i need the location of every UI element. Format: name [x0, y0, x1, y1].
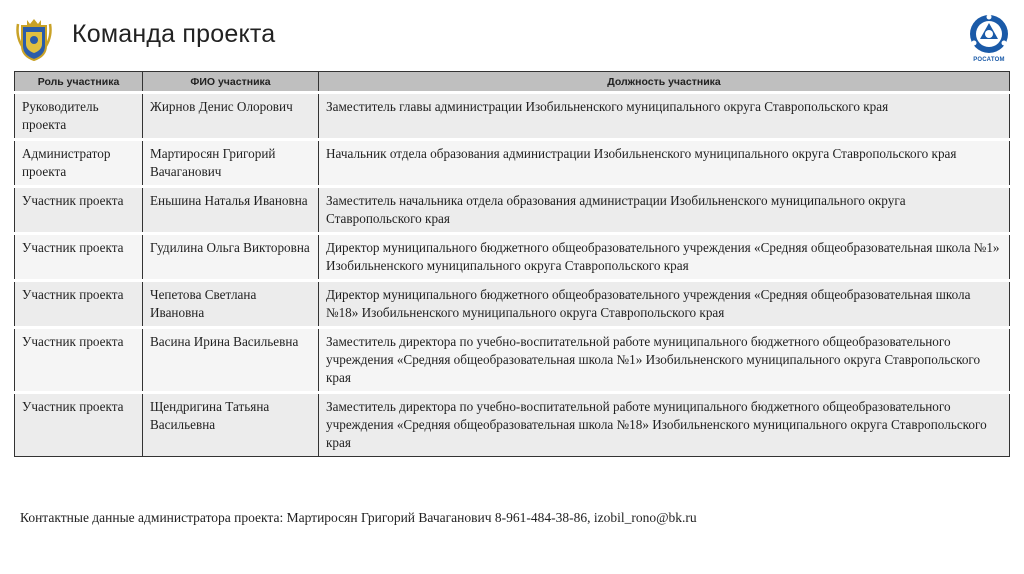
page-title: Команда проекта [72, 20, 276, 48]
cell-role: Администратор проекта [15, 140, 143, 187]
rosatom-logo [967, 14, 1011, 64]
cell-role: Участник проекта [15, 234, 143, 281]
cell-position: Начальник отдела образования администрации Изобильненского муниципального округа Ставропольского края [319, 140, 1010, 187]
table-row [15, 234, 1010, 281]
cell-role: Участник проекта [15, 328, 143, 393]
column-header-name: ФИО участника [143, 72, 319, 93]
cell-name: Васина Ирина Васильевна [143, 328, 319, 393]
table-row [15, 328, 1010, 393]
project-team-table [14, 71, 1010, 457]
cell-name: Мартиросян Григорий Вачаганович [143, 140, 319, 187]
table-row [15, 140, 1010, 187]
column-header-role: Роль участника [15, 72, 143, 93]
table-row [15, 281, 1010, 328]
logo-text: РОСАТОМ [973, 57, 1005, 63]
cell-position: Заместитель начальника отдела образования администрации Изобильненского муниципального округа Ставропольского края [319, 187, 1010, 234]
table-row [15, 93, 1010, 140]
table-header-row [15, 72, 1010, 93]
cell-position: Директор муниципального бюджетного общеобразовательного учреждения «Средняя общеобразовательная школа №1» Изобильненского муниципального округа Ставропольского края [319, 234, 1010, 281]
cell-name: Жирнов Денис Олорович [143, 93, 319, 140]
cell-position: Заместитель главы администрации Изобильненского муниципального округа Ставропольского края [319, 93, 1010, 140]
cell-role: Участник проекта [15, 281, 143, 328]
contact-info: Контактные данные администратора проекта: Мартиросян Григорий Вачаганович 8-961-484-38-86, izobil_rono@bk.ru [20, 510, 697, 525]
cell-name: Щендригина Татьяна Васильевна [143, 393, 319, 457]
table-row [15, 393, 1010, 457]
atom-icon [969, 14, 1009, 54]
cell-position: Директор муниципального бюджетного общеобразовательного учреждения «Средняя общеобразовательная школа №18» Изобильненского муниципального округа Ставропольского края [319, 281, 1010, 328]
cell-role: Участник проекта [15, 187, 143, 234]
table-row [15, 187, 1010, 234]
cell-role: Участник проекта [15, 393, 143, 457]
cell-position: Заместитель директора по учебно-воспитательной работе муниципального бюджетного общеобразовательного учреждения «Средняя общеобразовательная школа №18» Изобильненского муниципального округа Ставропольского края [319, 393, 1010, 457]
column-header-position: Должность участника [319, 72, 1010, 93]
cell-position: Заместитель директора по учебно-воспитательной работе муниципального бюджетного общеобразовательного учреждения «Средняя общеобразовательная школа №1» Изобильненского муниципального округа Ставропольского края [319, 328, 1010, 393]
cell-name: Чепетова Светлана Ивановна [143, 281, 319, 328]
coat-of-arms-icon [14, 16, 54, 62]
cell-role: Руководитель проекта [15, 93, 143, 140]
cell-name: Еньшина Наталья Ивановна [143, 187, 319, 234]
cell-name: Гудилина Ольга Викторовна [143, 234, 319, 281]
